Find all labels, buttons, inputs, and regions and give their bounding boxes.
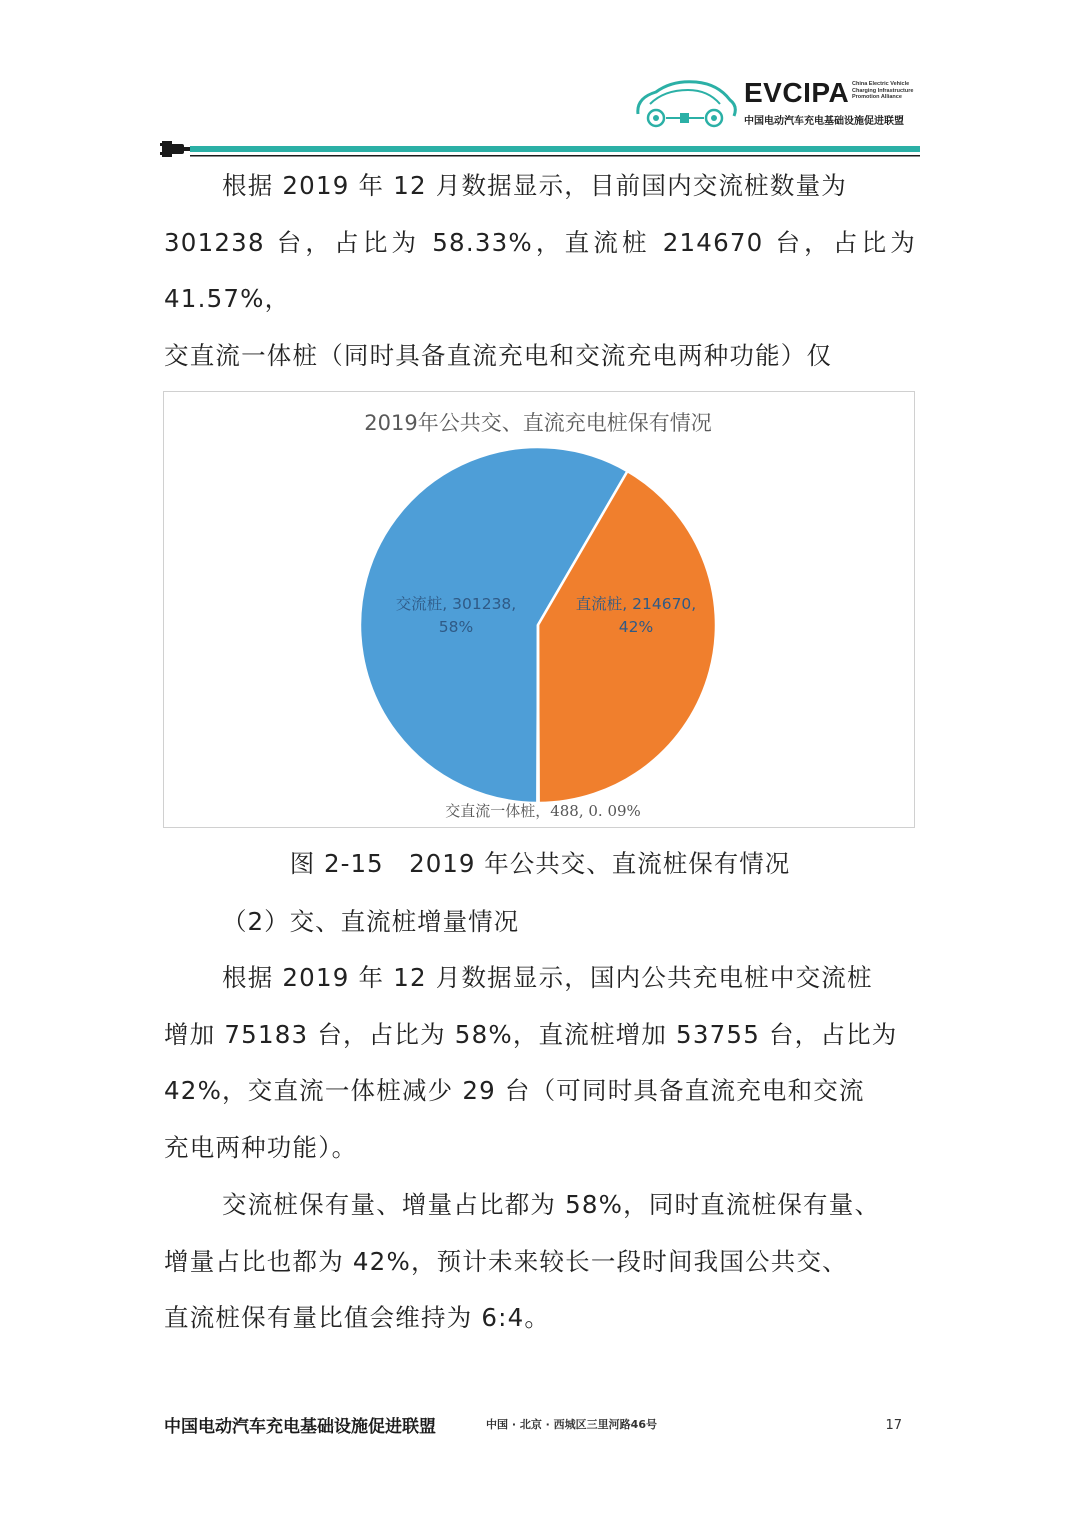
footer-address: 中国 · 北京 · 西城区三里河路46号 [486,1418,657,1431]
paragraph-2 [164,950,916,1176]
footer-org: 中国电动汽车充电基础设施促进联盟 [164,1417,436,1437]
pie-chart-frame [163,391,915,828]
brand-block [744,78,920,130]
pie-data-label-line: 交流桩, 301238, [395,595,517,613]
pie-data-label-line: 42% [618,618,654,636]
text-line: 增量占比也都为 42%，预计未来较长一段时间我国公共交、 [164,1246,848,1276]
header-rule [160,138,920,160]
brand-name: EVCIPA [744,77,850,108]
chart-title: 2019年公共交、直流充电桩保有情况 [364,411,712,435]
paragraph-3 [164,1177,916,1347]
text-line: 充电两种功能）。 [164,1132,358,1162]
pie-chart [164,392,916,829]
text-line: 根据 2019 年 12 月数据显示，目前国内交流桩数量为 [222,171,847,200]
plug-icon [160,141,192,157]
page-number: 17 [885,1418,902,1433]
brand-chinese: 中国电动汽车充电基础设施促进联盟 [744,116,904,127]
text-line: 增加 75183 台，占比为 58%，直流桩增加 53755 台，占比为 [164,1019,898,1049]
pie-data-label-line: 交直流一体桩，488, 0. 09% [445,802,641,820]
brand-english: China Electric Vehicle Charging Infrastructure Promotion Alliance [852,81,914,100]
pie-slice-2 [537,625,538,803]
text-line: 42%，交直流一体桩减少 29 台（可同时具备直流充电和交流 [164,1076,865,1105]
page-footer [164,1410,916,1440]
pie-data-label-line: 直流桩, 214670, [575,595,697,613]
pie-data-label-line: 58% [438,618,474,636]
electric-car-logo-icon [630,74,740,132]
page-header [160,70,920,160]
text-line: 交直流一体桩（同时具备直流充电和交流充电两种功能）仅 [164,340,833,370]
text-line: 301238 台，占比为 58.33%，直流桩 214670 台，占比为 41.57%， [164,227,916,313]
figure-caption: 图 2-15 2019 年公共交、直流桩保有情况 [289,849,791,878]
text-line: 直流桩保有量比值会维持为 6:4。 [164,1303,551,1332]
text-line: 交流桩保有量、增量占比都为 58%，同时直流桩保有量、 [222,1190,881,1219]
text-line: 根据 2019 年 12 月数据显示，国内公共充电桩中交流桩 [222,963,873,992]
section-subheading: （2）交、直流桩增量情况 [222,907,520,936]
pie-data-label-2 [445,802,641,820]
